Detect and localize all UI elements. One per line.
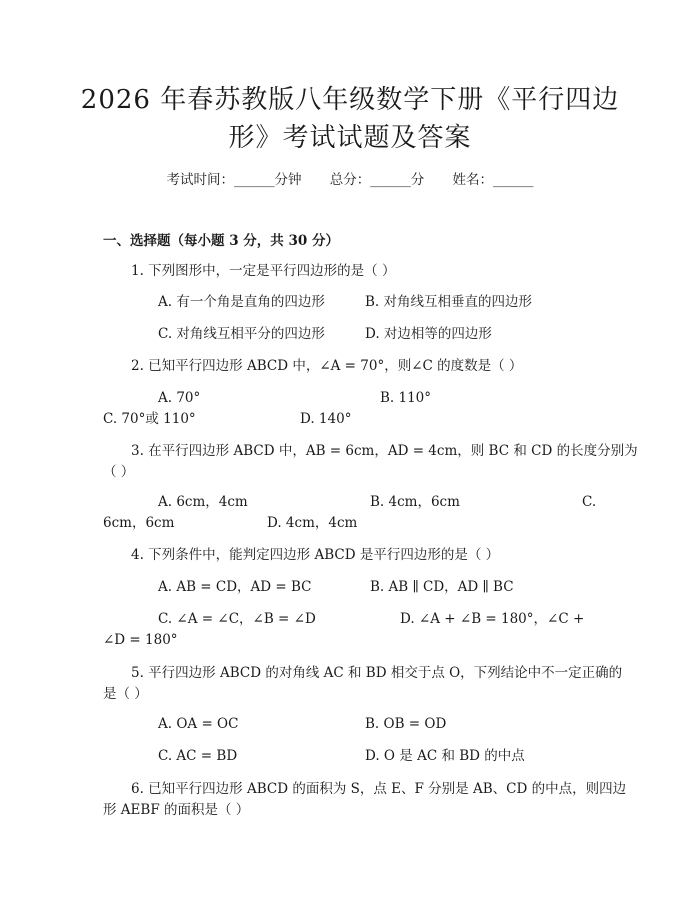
question-2-option-b: B. 110° <box>380 390 432 406</box>
student-name-field: 姓名：______ <box>452 172 534 188</box>
exam-title-line-2: 形》考试试题及答案 <box>228 123 472 153</box>
question-2-option-c: C. 70°或 110° <box>103 411 196 427</box>
question-4-stem: 4. 下列条件中，能判定四边形 ABCD 是平行四边形的是（ ） <box>131 547 500 563</box>
question-5-option-b: B. OB = OD <box>365 716 447 732</box>
question-3-option-d: D. 4cm，4cm <box>267 515 358 531</box>
question-5-option-c: C. AC = BD <box>158 748 238 764</box>
exam-title-line-1: 2026 年春苏教版八年级数学下册《平行四边 <box>80 85 620 115</box>
section-heading-choice: 一、选择题（每小题 3 分，共 30 分） <box>103 233 339 249</box>
question-3-option-b: B. 4cm，6cm <box>370 494 460 510</box>
question-6-stem: 6. 已知平行四边形 ABCD 的面积为 S，点 E、F 分别是 AB、CD 的中点，则四边 <box>131 781 627 797</box>
question-5-option-a: A. OA = OC <box>158 716 239 732</box>
question-4-option-d: D. ∠A + ∠B = 180°，∠C + <box>400 611 585 627</box>
question-5-stem: 5. 平行四边形 ABCD 的对角线 AC 和 BD 相交于点 O，下列结论中不一定正确的 <box>131 665 623 681</box>
question-1-option-b: B. 对角线互相垂直的四边形 <box>365 294 533 310</box>
question-2-option-a: A. 70° <box>158 390 201 406</box>
question-4-option-d-continued: ∠D = 180° <box>103 632 178 648</box>
question-3-stem: 3. 在平行四边形 ABCD 中，AB = 6cm，AD = 4cm，则 BC 和 CD 的长度分别为 <box>131 443 638 459</box>
question-1-stem: 1. 下列图形中，一定是平行四边形的是（ ） <box>131 263 396 279</box>
question-3-option-c-label: C. <box>582 494 597 510</box>
question-2-stem: 2. 已知平行四边形 ABCD 中，∠A = 70°，则∠C 的度数是（ ） <box>131 358 523 374</box>
question-2-option-d: D. 140° <box>300 411 352 427</box>
question-3-option-c: 6cm，6cm <box>103 515 175 531</box>
question-4-option-c: C. ∠A = ∠C，∠B = ∠D <box>158 611 316 627</box>
question-4-option-b: B. AB ∥ CD，AD ∥ BC <box>370 579 514 595</box>
question-5-stem-continued: 是（ ） <box>103 686 148 702</box>
exam-time-field: 考试时间：______分钟 <box>166 172 302 188</box>
question-6-stem-continued: 形 AEBF 的面积是（ ） <box>103 802 250 818</box>
question-1-option-d: D. 对边相等的四边形 <box>365 326 492 342</box>
question-3-stem-continued: （ ） <box>103 464 135 480</box>
exam-meta <box>0 168 700 188</box>
question-5-option-d: D. O 是 AC 和 BD 的中点 <box>365 748 525 764</box>
question-1-option-a: A. 有一个角是直角的四边形 <box>158 294 325 310</box>
question-1-option-c: C. 对角线互相平分的四边形 <box>158 326 325 342</box>
total-score-field: 总分：______分 <box>329 172 425 188</box>
question-3-option-a: A. 6cm，4cm <box>158 494 248 510</box>
question-4-option-a: A. AB = CD，AD = BC <box>158 579 312 595</box>
